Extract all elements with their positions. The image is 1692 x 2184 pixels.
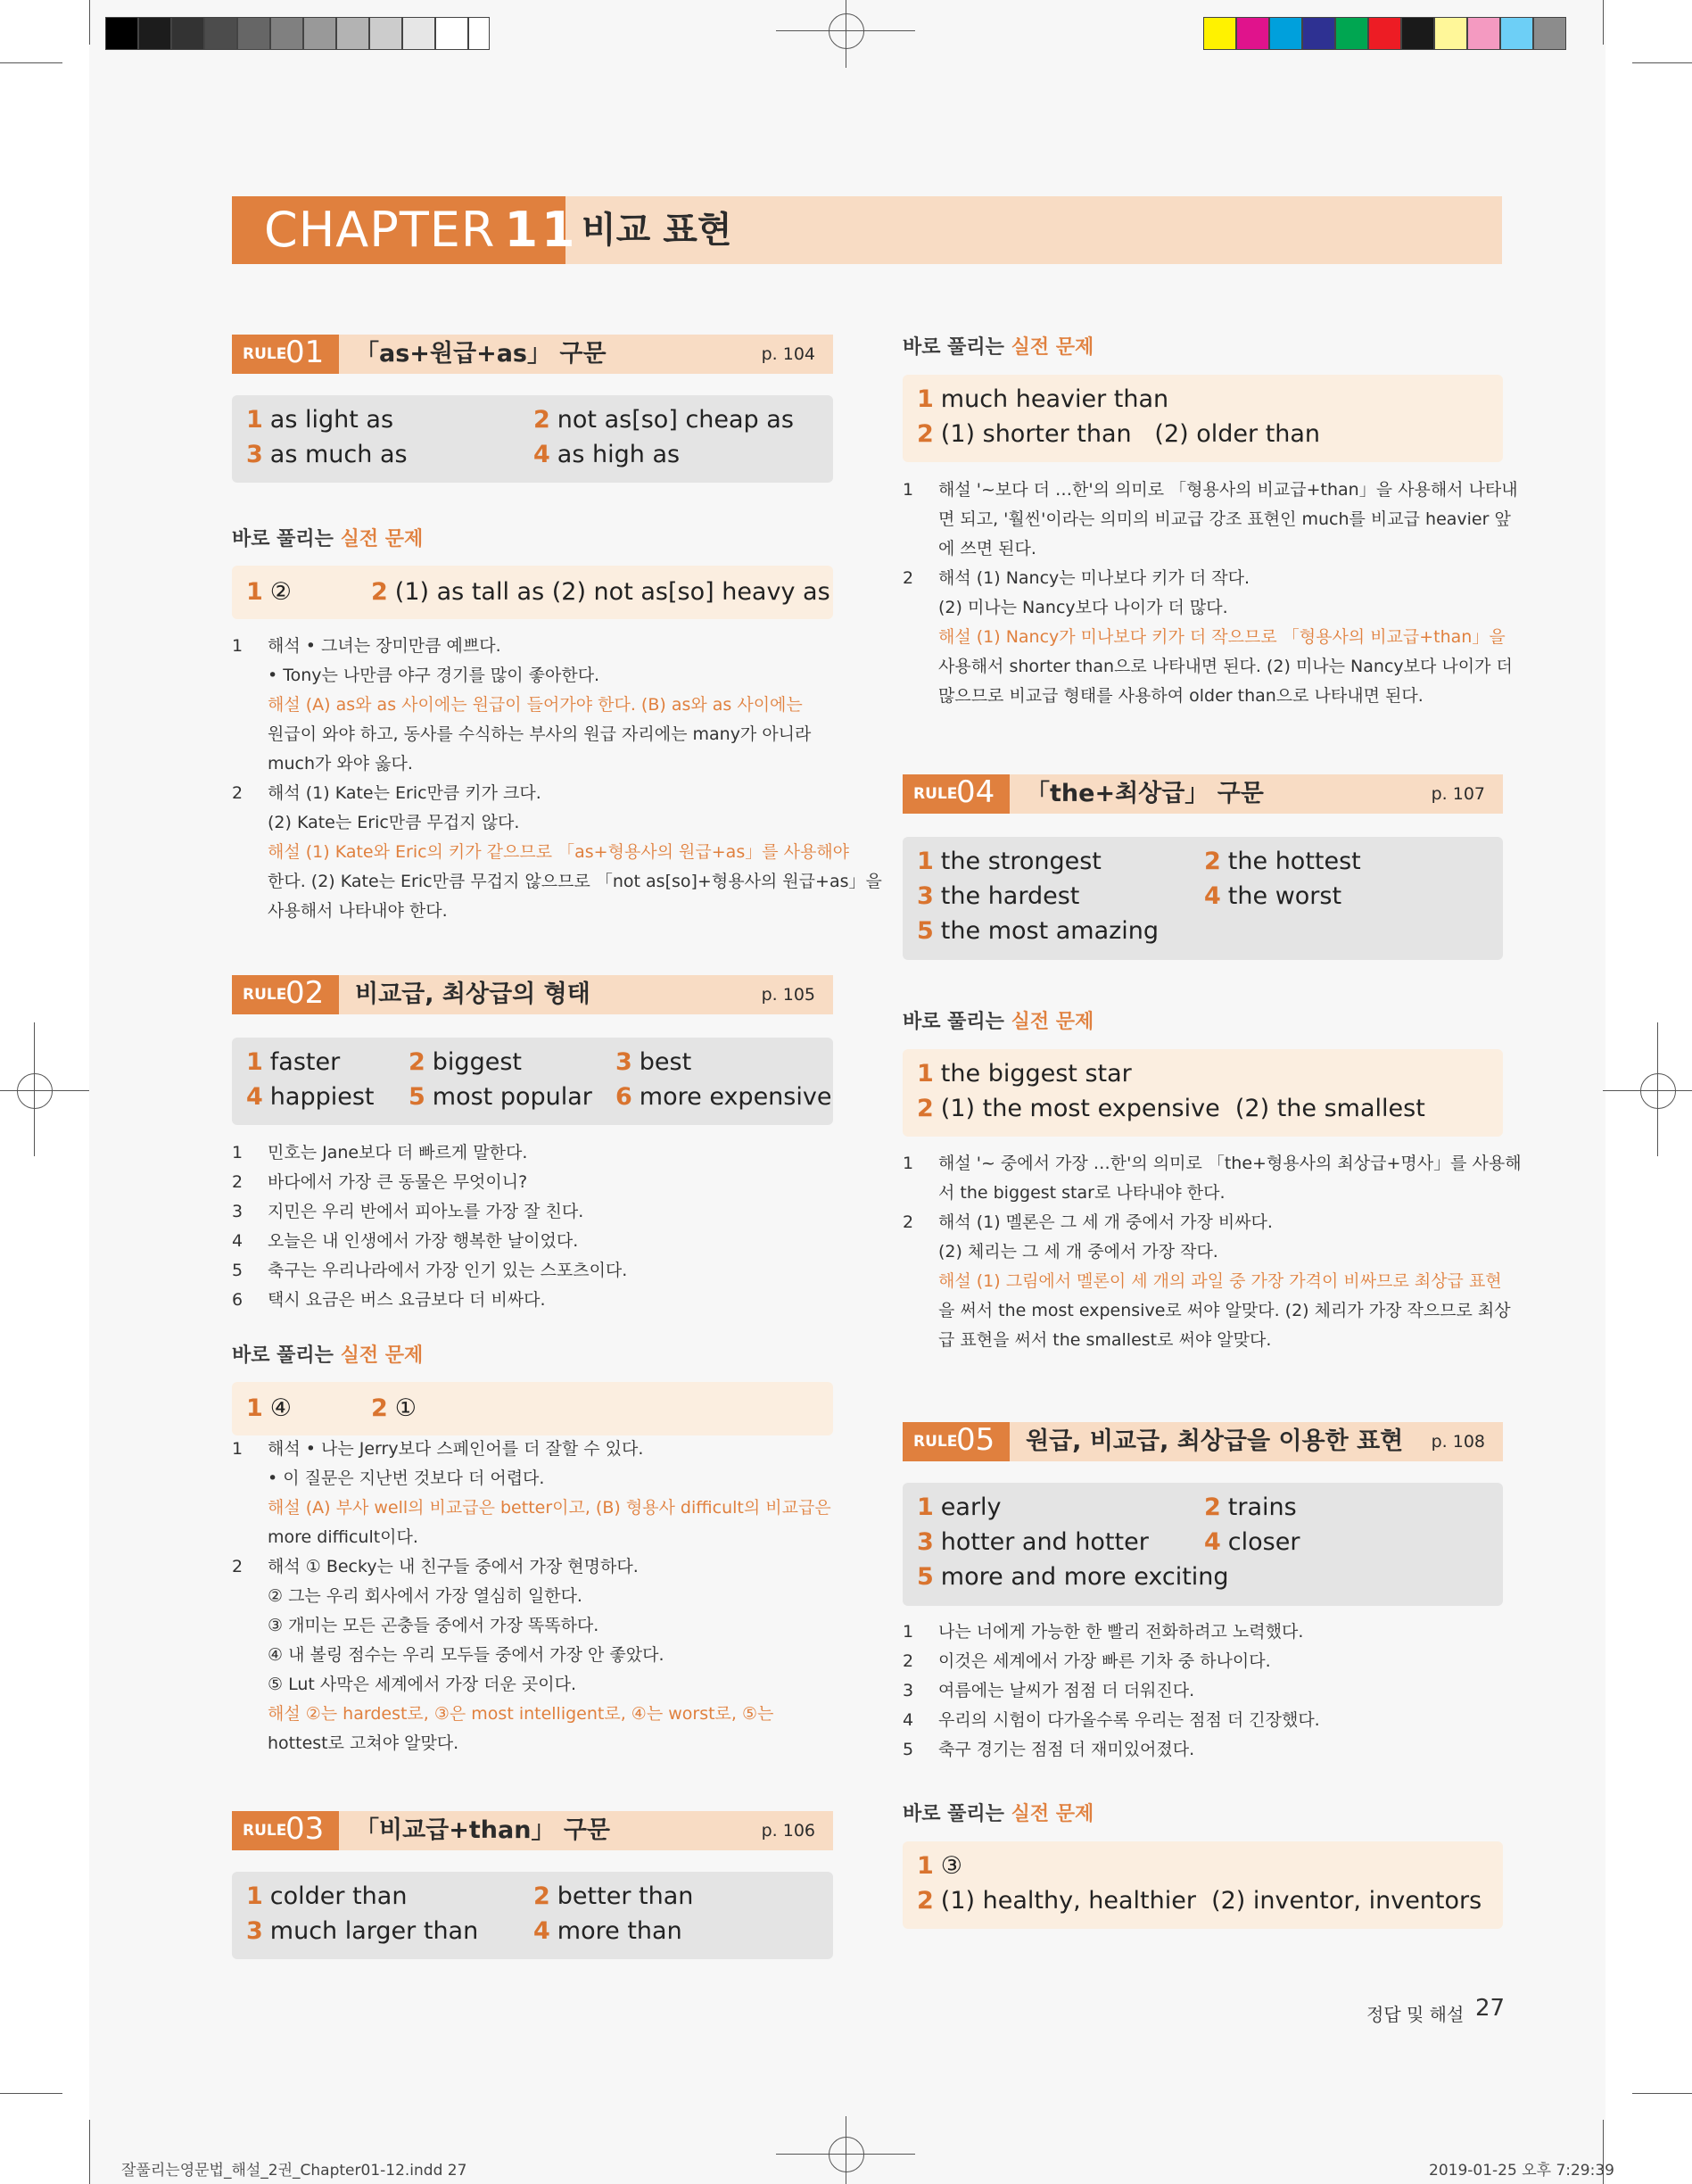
rule-03-answers: 1 colder than 2 better than 3 much larger than 4 more than: [232, 1872, 833, 1959]
rule-title: 「비교급+than」 구문: [355, 1816, 611, 1844]
practice-label: 바로 풀리는 실전 문제: [903, 1011, 1094, 1033]
rule-03-practice: 1 much heavier than 2 (1) shorter than (2) older than: [903, 375, 1503, 462]
print-date: 2019-01-25 오후 7:29:39: [1429, 2162, 1614, 2180]
rule-page-ref: p. 104: [761, 344, 815, 364]
practice-label: 바로 풀리는 실전 문제: [903, 1803, 1094, 1825]
rule-04-answers: 1 the strongest 2 the hottest 3 the hardest 4 the worst 5 the most amazing: [903, 837, 1503, 960]
rule-page-ref: p. 106: [761, 1821, 815, 1841]
practice-label: 바로 풀리는 실전 문제: [232, 1344, 424, 1367]
rule-04-header: [903, 774, 1503, 814]
rule-badge: RULE 04: [903, 774, 1010, 814]
rule-title: 「the+최상급」 구문: [1026, 780, 1264, 807]
rule-title: 「as+원급+as」 구문: [355, 340, 607, 368]
rule-badge: RULE 01: [232, 335, 339, 374]
rule-01-answers: 1 as light as 2 not as[so] cheap as 3 as much as 4 as high as: [232, 395, 833, 483]
page-number: 27: [1475, 1995, 1506, 2022]
rule-02-practice: 1 ④ 2 ①: [232, 1382, 833, 1435]
rule-02-header: [232, 975, 833, 1014]
practice-label: 바로 풀리는 실전 문제: [903, 336, 1094, 359]
rule-05-practice: 1 ③ 2 (1) healthy, healthier (2) inventor, inventors: [903, 1841, 1503, 1929]
rule-title: 원급, 비교급, 최상급을 이용한 표현: [1026, 1427, 1404, 1455]
chapter-label: CHAPTER 11: [232, 196, 565, 264]
rule-page-ref: p. 105: [761, 985, 815, 1005]
rule-badge: RULE 03: [232, 1811, 339, 1850]
rule-page-ref: p. 107: [1431, 784, 1485, 804]
footer-section: 정답 및 해설: [1366, 2004, 1465, 2025]
practice-label: 바로 풀리는 실전 문제: [232, 528, 424, 550]
rule-badge: RULE 02: [232, 975, 339, 1014]
rule-01-practice: 1 ② 2 (1) as tall as (2) not as[so] heavy as: [232, 566, 833, 619]
rule-badge: RULE 05: [903, 1422, 1010, 1461]
file-info: 잘풀리는영문법_해설_2권_Chapter01-12.indd 27: [121, 2162, 467, 2180]
rule-title: 비교급, 최상급의 형태: [355, 980, 590, 1008]
rule-01-header: [232, 335, 833, 374]
rule-page-ref: p. 108: [1431, 1432, 1485, 1452]
rule-04-practice: 1 the biggest star 2 (1) the most expensive (2) the smallest: [903, 1049, 1503, 1137]
rule-03-header: [232, 1811, 833, 1850]
rule-02-answers: 1 faster 2 biggest 3 best 4 happiest 5 most popular 6 more expensive: [232, 1038, 833, 1125]
rule-05-answers: 1 early 2 trains 3 hotter and hotter 4 closer 5 more and more exciting: [903, 1483, 1503, 1606]
rule-05-header: [903, 1422, 1503, 1461]
chapter-title: 비교 표현: [582, 210, 732, 251]
